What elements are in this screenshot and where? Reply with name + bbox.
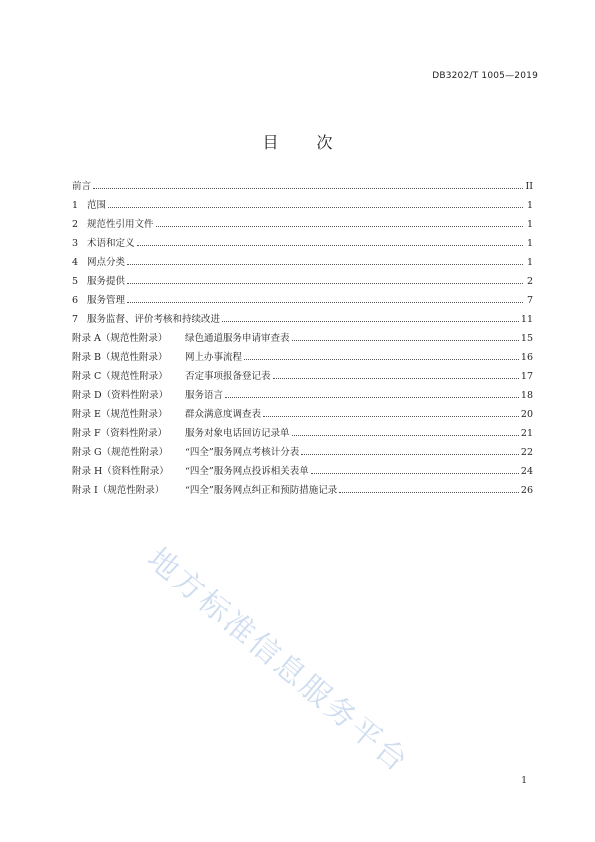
dot-leader <box>127 283 523 284</box>
appendix-prefix: 附录 E（规范性附录） <box>72 409 168 420</box>
toc-entry[interactable] <box>72 254 533 273</box>
dot-leader <box>156 226 523 227</box>
appendix-label: “四全”服务网点考核计分表 <box>185 447 300 458</box>
toc-entry-page: 17 <box>520 371 533 382</box>
toc-entry-number: 4 <box>72 257 79 268</box>
appendix-prefix: 附录 B（规范性附录） <box>72 352 168 363</box>
watermark: 地方标准信息服务平台 <box>140 541 416 781</box>
appendix-prefix: 附录 I（规范性附录） <box>72 485 165 496</box>
toc-entry-label: 服务提供 <box>87 276 126 287</box>
table-of-contents <box>72 178 533 501</box>
appendix-prefix: 附录 G（规范性附录） <box>72 447 169 458</box>
toc-entry-label: 服务监督、评价考核和持续改进 <box>87 314 221 325</box>
toc-entry[interactable] <box>72 216 533 235</box>
appendix-prefix: 附录 F（资料性附录） <box>72 428 168 439</box>
toc-entry-page: 15 <box>520 333 533 344</box>
toc-entry-page: 24 <box>520 466 533 477</box>
toc-entry-page: 1 <box>526 257 533 268</box>
dot-leader <box>263 416 519 417</box>
toc-appendix-entry[interactable] <box>72 444 533 463</box>
toc-title-char-2: 次 <box>316 133 333 152</box>
dot-leader <box>292 435 519 436</box>
toc-entry-number: 7 <box>72 314 79 325</box>
dot-leader <box>292 340 519 341</box>
toc-entry[interactable] <box>72 311 533 330</box>
dot-leader <box>244 359 519 360</box>
appendix-label: “四全”服务网点纠正和预防措施记录 <box>185 485 338 496</box>
toc-entry-page: 26 <box>520 485 533 496</box>
toc-entry-label: 前言 <box>72 181 92 192</box>
toc-entry-page: 22 <box>520 447 533 458</box>
toc-entry-page: 16 <box>520 352 533 363</box>
toc-entry-label: 服务管理 <box>87 295 126 306</box>
toc-appendix-entry[interactable] <box>72 368 533 387</box>
toc-entry-number: 2 <box>72 219 79 230</box>
appendix-label: 网上办事流程 <box>185 352 243 363</box>
appendix-prefix: 附录 D（资料性附录） <box>72 390 169 401</box>
toc-entry[interactable] <box>72 273 533 292</box>
dot-leader <box>93 188 523 189</box>
toc-entry-number: 3 <box>72 238 79 249</box>
toc-appendix-entry[interactable] <box>72 349 533 368</box>
toc-entry-number: 5 <box>72 276 79 287</box>
toc-entry-label: 网点分类 <box>87 257 126 268</box>
document-code: DB3202/T 1005—2019 <box>432 71 538 81</box>
toc-appendix-entry[interactable] <box>72 330 533 349</box>
toc-entry[interactable] <box>72 197 533 216</box>
toc-entry[interactable] <box>72 178 533 197</box>
toc-title-char-1: 目 <box>262 133 279 152</box>
appendix-label: 绿色通道服务申请审查表 <box>185 333 290 344</box>
appendix-prefix: 附录 A（规范性附录） <box>72 333 168 344</box>
toc-entry[interactable] <box>72 292 533 311</box>
dot-leader <box>273 378 519 379</box>
toc-entry-label: 术语和定义 <box>87 238 135 249</box>
toc-appendix-entry[interactable] <box>72 482 533 501</box>
appendix-label: 服务语言 <box>185 390 224 401</box>
toc-appendix-entry[interactable] <box>72 463 533 482</box>
appendix-prefix: 附录 C（规范性附录） <box>72 371 168 382</box>
dot-leader <box>301 454 519 455</box>
dot-leader <box>225 397 519 398</box>
toc-entry-page: II <box>525 181 533 192</box>
toc-title <box>0 130 595 153</box>
appendix-label: 否定事项报备登记表 <box>185 371 271 382</box>
dot-leader <box>311 473 519 474</box>
toc-entry-page: 1 <box>526 219 533 230</box>
dot-leader <box>108 207 523 208</box>
toc-entry-number: 1 <box>72 200 79 211</box>
appendix-label: 服务对象电话回访记录单 <box>185 428 290 439</box>
dot-leader <box>339 492 519 493</box>
toc-entry-label: 范围 <box>87 200 107 211</box>
toc-entry-page: 2 <box>526 276 533 287</box>
toc-entry-page: 21 <box>520 428 533 439</box>
dot-leader <box>137 245 523 246</box>
toc-entry-page: 18 <box>520 390 533 401</box>
dot-leader <box>127 302 523 303</box>
toc-entry-label: 规范性引用文件 <box>87 219 154 230</box>
toc-entry-page: 1 <box>526 200 533 211</box>
appendix-prefix: 附录 H（资料性附录） <box>72 466 169 477</box>
toc-entry-page: 11 <box>520 314 533 325</box>
toc-entry-page: 1 <box>526 238 533 249</box>
toc-entry-page: 7 <box>526 295 533 306</box>
appendix-label: 群众满意度调查表 <box>185 409 262 420</box>
toc-appendix-entry[interactable] <box>72 425 533 444</box>
toc-entry[interactable] <box>72 235 533 254</box>
toc-entry-page: 20 <box>520 409 533 420</box>
dot-leader <box>222 321 519 322</box>
appendix-label: “四全”服务网点投诉相关表单 <box>185 466 309 477</box>
toc-appendix-entry[interactable] <box>72 387 533 406</box>
toc-appendix-entry[interactable] <box>72 406 533 425</box>
toc-entry-number: 6 <box>72 295 79 306</box>
dot-leader <box>127 264 523 265</box>
page-number: 1 <box>521 776 527 786</box>
